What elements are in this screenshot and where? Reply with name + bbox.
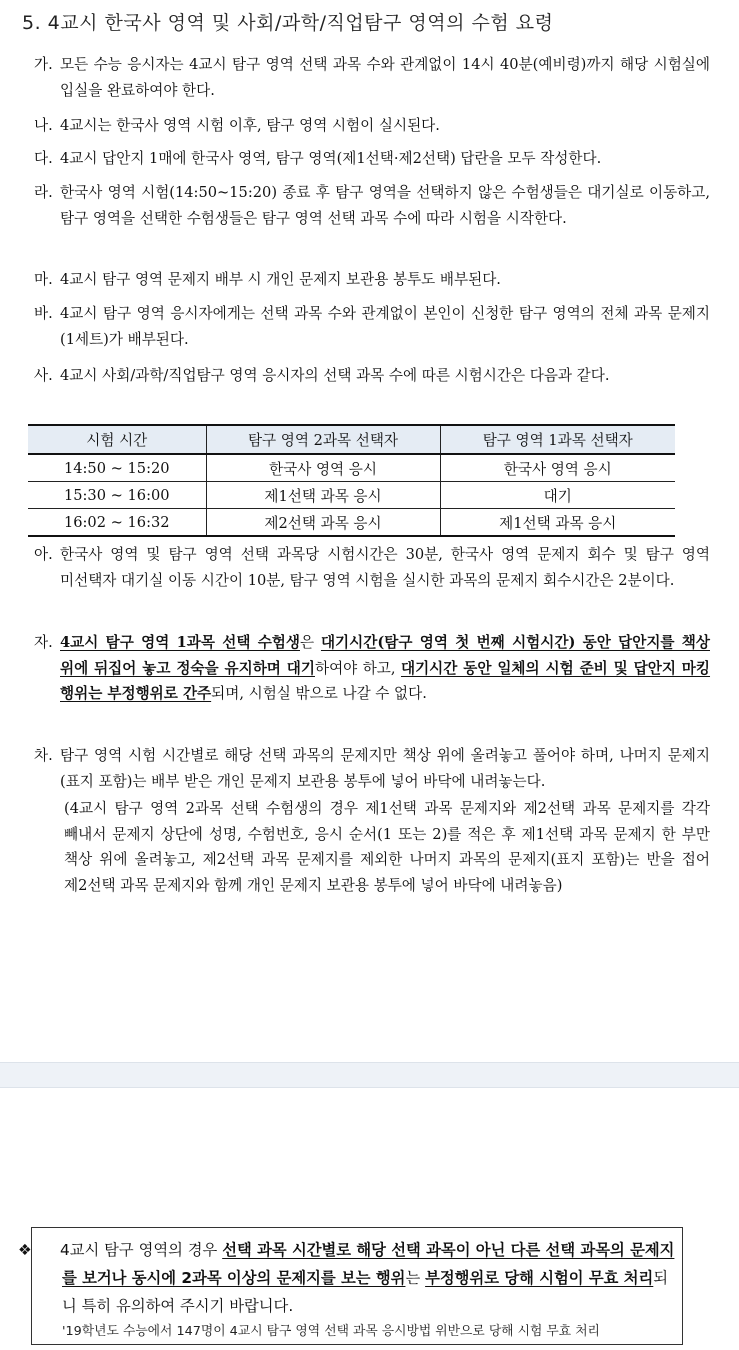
- section-title: 5. 4교시 한국사 영역 및 사회/과학/직업탐구 영역의 수험 요령: [22, 12, 554, 34]
- plain-text: 는: [405, 1269, 426, 1287]
- table-row: [28, 509, 675, 537]
- item-marker: 사.: [34, 367, 53, 384]
- item-text: [34, 630, 710, 707]
- section-divider: [0, 1062, 739, 1088]
- emphasis-text: 4교시 탐구 영역 1과목 선택 수험생: [60, 634, 300, 651]
- item-marker: 아.: [34, 546, 53, 563]
- table-row: [28, 454, 675, 482]
- plain-text: 4교시 탐구 영역의 경우: [60, 1241, 223, 1259]
- emphasis-text: 부정행위로 당해 시험이 무효 처리: [425, 1269, 654, 1287]
- column-header: 탐구 영역 2과목 선택자: [206, 425, 440, 454]
- column-header: 시험 시간: [28, 425, 206, 454]
- item-marker: 마.: [34, 271, 53, 288]
- item-text: 4교시 답안지 1매에 한국사 영역, 탐구 영역(제1선택·제2선택) 답란을 모두 작성한다.: [60, 150, 602, 167]
- list-item: [34, 363, 710, 389]
- notice-text: [18, 1236, 676, 1320]
- diamond-bullet-icon: ❖: [18, 1241, 32, 1259]
- list-item: [34, 52, 710, 103]
- warning-notice-box: [18, 1227, 683, 1345]
- table-cell: 제1선택 과목 응시: [206, 482, 440, 509]
- list-item: [34, 301, 710, 352]
- list-item-warning: [34, 630, 710, 707]
- table-cell: 한국사 영역 응시: [440, 454, 675, 482]
- table-cell: 15:30 ~ 16:00: [28, 482, 206, 509]
- table-cell: 제1선택 과목 응시: [440, 509, 675, 537]
- table-cell: 제2선택 과목 응시: [206, 509, 440, 537]
- emphasis-text: 선택 과목 시간별로 해당 선택 과목이 아닌 다른 선택 과목의 문제지를 보거나 동시에 2과목 이상의 문제지를 보는 행위: [62, 1241, 675, 1287]
- table-header-row: [28, 425, 675, 454]
- item-text: 4교시 탐구 영역 응시자에게는 선택 과목 수와 관계없이 본인이 신청한 탐구 영역의 전체 과목 문제지(1세트)가 배부된다.: [60, 305, 710, 348]
- table-cell: 16:02 ~ 16:32: [28, 509, 206, 537]
- list-item: [34, 113, 710, 139]
- table-row: [28, 482, 675, 509]
- item-text: 4교시는 한국사 영역 시험 이후, 탐구 영역 시험이 실시된다.: [60, 117, 440, 134]
- item-marker: 다.: [34, 150, 53, 167]
- emphasis-text: 대기시간 동안 일체의 시험 준비 및 답안지 마킹 행위는 부정행위로 간주: [60, 659, 711, 702]
- list-item: [34, 542, 710, 593]
- item-text: 4교시 사회/과학/직업탐구 영역 응시자의 선택 과목 수에 따른 시험시간은 다음과 같다.: [60, 367, 610, 384]
- plain-text: 은: [300, 634, 321, 651]
- item-text: 탐구 영역 시험 시간별로 해당 선택 과목의 문제지만 책상 위에 올려놓고 풀어야 하며, 나머지 문제지(표지 포함)는 배부 받은 개인 문제지 보관용 봉투에 넣어 바닥에 내려놓는다.: [60, 747, 710, 790]
- plain-text: 하여야 하고,: [314, 659, 401, 677]
- list-item: [34, 267, 710, 293]
- item-marker: 가.: [34, 56, 53, 73]
- item-marker: 나.: [34, 117, 53, 134]
- list-item: [34, 743, 710, 898]
- table-cell: 한국사 영역 응시: [206, 454, 440, 482]
- item-marker: 차.: [34, 747, 53, 764]
- column-header: 탐구 영역 1과목 선택자: [440, 425, 675, 454]
- item-text: 4교시 탐구 영역 문제지 배부 시 개인 문제지 보관용 봉투도 배부된다.: [60, 271, 501, 288]
- item-marker: 라.: [34, 184, 53, 201]
- plain-text: 되며, 시험실 밖으로 나갈 수 없다.: [211, 685, 427, 702]
- plain-text: 되니 특히 유의하여 주시기 바랍니다.: [62, 1269, 669, 1315]
- notice-footnote: '19학년도 수능에서 147명이 4교시 탐구 영역 선택 과목 응시방법 위반으로 당해 시험 무효 처리: [62, 1324, 600, 1339]
- item-text: 모든 수능 응시자는 4교시 탐구 영역 선택 과목 수와 관계없이 14시 40분(예비령)까지 해당 시험실에 입실을 완료하여야 한다.: [60, 56, 710, 99]
- item-marker: 자.: [34, 634, 53, 651]
- table-cell: 대기: [440, 482, 675, 509]
- exam-schedule-table: [28, 424, 675, 537]
- list-item: [34, 146, 710, 172]
- emphasis-text: 대기시간(탐구 영역 첫 번째 시험시간) 동안 답안지를 책상 위에 뒤집어 놓고 정숙을 유지하며 대기: [60, 634, 710, 677]
- list-item: [34, 180, 710, 231]
- item-text: 한국사 영역 시험(14:50~15:20) 종료 후 탐구 영역을 선택하지 않은 수험생들은 대기실로 이동하고, 탐구 영역을 선택한 수험생들은 탐구 영역 선택 과목 수에 따라 시험을 시작한다.: [60, 184, 710, 227]
- item-subnote: (4교시 탐구 영역 2과목 선택 수험생의 경우 제1선택 과목 문제지와 제2선택 과목 문제지를 각각 빼내서 문제지 상단에 성명, 수험번호, 응시 순서(1 또는 2)를 적은 후 제1선택 과목 문제지 한 부만 책상 위에 올려놓고, 제2선택 과목 문제지를 제외한 나머지 과목의 문제지(표지 포함)는 반을 접어 제2선택 과목 문제지와 함께 개인 문제지 보관용 봉투에 넣어 바닥에 내려놓음): [64, 800, 710, 894]
- table-cell: 14:50 ~ 15:20: [28, 454, 206, 482]
- item-marker: 바.: [34, 305, 53, 322]
- item-text: 한국사 영역 및 탐구 영역 선택 과목당 시험시간은 30분, 한국사 영역 문제지 회수 및 탐구 영역 미선택자 대기실 이동 시간이 10분, 탐구 영역 시험을 실시한 과목의 문제지 회수시간은 2분이다.: [60, 546, 710, 589]
